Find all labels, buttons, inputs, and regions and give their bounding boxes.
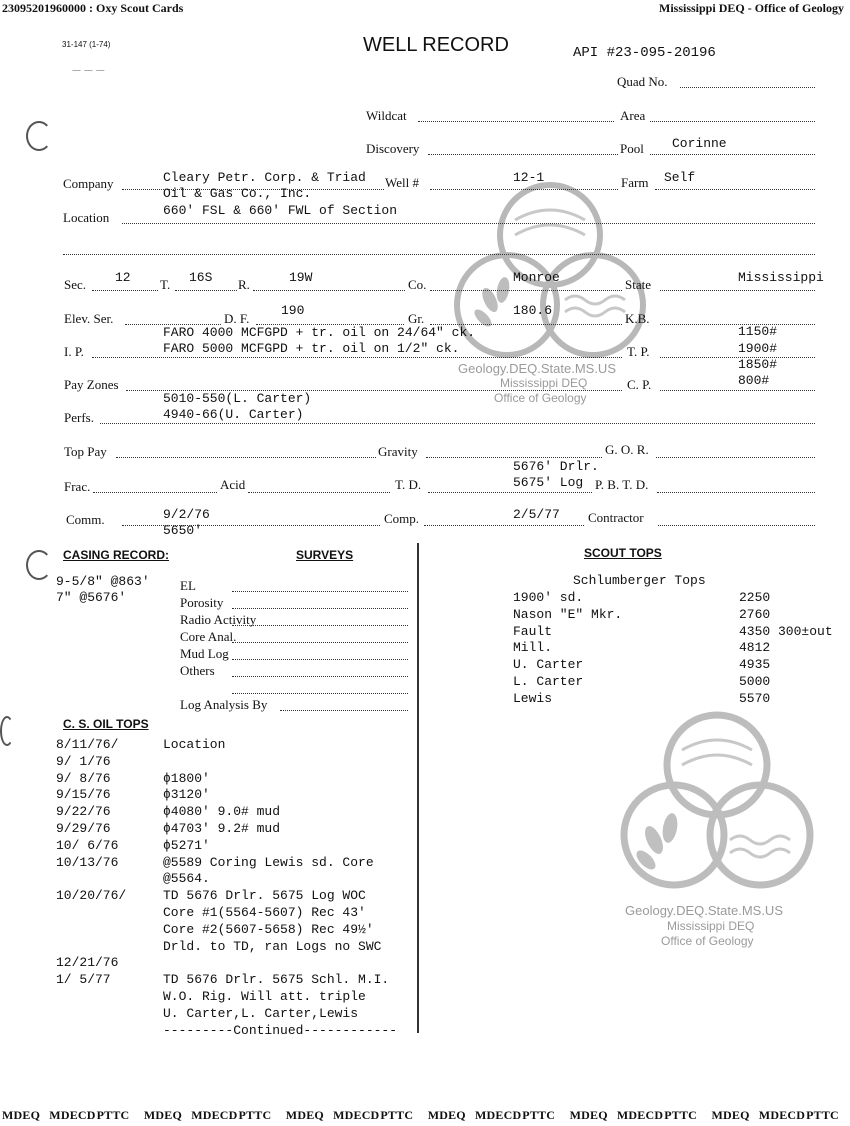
form-title: WELL RECORD [363,34,509,56]
rule [424,525,584,526]
column-divider [417,543,419,1033]
faint-marks: — — — [72,66,105,76]
label-quad-no: Quad No. [617,74,668,89]
value-t: 16S [189,270,213,285]
survey-item: Porosity [180,595,224,610]
value-location: 660' FSL & 660' FWL of Section [163,203,398,218]
label-comp: Comp. [384,511,420,526]
rule [122,223,815,224]
scout-top-name: Nason "E" Mkr. [513,606,623,622]
footer-item: MDECD [616,1108,664,1122]
oil-top-text: @5564. [163,871,210,887]
label-farm: Farm [621,175,649,190]
oil-top-date: 1/ 5/77 [56,972,111,988]
rule [116,457,376,458]
oil-top-date: 9/ 1/76 [56,753,111,769]
scout-top-name: Lewis [513,690,553,706]
scout-top-depth: 4935 [739,657,771,673]
label-elev: Elev. Ser. [64,311,114,326]
footer-item: MDECD [191,1108,238,1122]
header-right: Mississippi DEQ - Office of Geology [659,1,844,15]
label-pool: Pool [620,141,644,156]
oil-top-date: 9/22/76 [56,804,111,820]
value-tp-1: 1150# [738,324,778,339]
survey-item: Core Anal. [180,629,237,644]
label-cp: C. P. [627,377,652,392]
form-number: 31-147 (1-74) [62,40,111,49]
watermark-logo-2 [612,710,822,910]
value-df: 190 [281,303,305,318]
value-pool: Corinne [672,136,727,151]
oil-top-text: ---------Continued------------ [163,1022,398,1038]
value-gr: 180.6 [513,303,553,318]
label-r: R. [238,277,250,292]
footer-item: MDEQ [143,1108,183,1122]
scout-tops-subtitle: Schlumberger Tops [573,573,706,588]
survey-item: Others [180,663,215,678]
value-sec: 12 [115,270,131,285]
footer-item: PTTC [96,1108,130,1122]
label-df: D. F. [224,311,250,326]
scout-top-depth: 5000 [739,674,771,689]
rule [232,625,408,626]
survey-item: Log Analysis By [180,697,268,712]
rule [232,642,408,643]
watermark-text-2: Mississippi DEQ [500,376,588,390]
rule [232,608,408,609]
footer-item: MDEQ [711,1108,750,1122]
value-tp-2: 1900# [738,341,778,356]
label-ip: I. P. [64,344,84,359]
footer-item: MDECD [49,1108,96,1122]
oil-top-text: TD 5676 Drlr. 5675 Schl. M.I. [163,972,390,988]
oil-top-date: 9/29/76 [56,821,111,836]
rule [253,290,405,291]
oil-top-text: ϕ3120' [163,787,210,803]
footer-item: MDEQ [2,1108,41,1122]
value-comm: 9/2/76 [163,507,210,522]
scout-top-depth: 2250 [739,590,771,605]
punch-hole [26,121,52,151]
label-co: Co. [408,277,427,292]
oil-top-date: 9/15/76 [56,787,111,803]
scout-top-name: Fault [513,623,553,639]
rule [680,87,815,88]
value-company-1: Cleary Petr. Corp. & Triad [163,170,366,185]
oil-top-text: ϕ4080' 9.0# mud [163,804,281,820]
rule [248,492,390,493]
rule [122,525,380,526]
label-location: Location [63,210,110,225]
scout-top-name: Mill. [513,640,553,656]
footer-item: PTTC [380,1108,414,1122]
oil-top-text: Drld. to TD, ran Logs no SWC [163,938,382,954]
value-ip-2: FARO 5000 MCFGPD + tr. oil on 1/2" ck. [163,341,460,356]
footer-item: MDECD [758,1108,806,1122]
value-perfs: 4940-66(U. Carter) [163,407,304,422]
footer-item: MDEQ [569,1108,608,1122]
oil-top-text: ϕ5271' [163,837,210,853]
rule [650,154,815,155]
header-left: 23095201960000 : Oxy Scout Cards [2,1,184,15]
label-top-pay: Top Pay [64,444,107,459]
survey-item: Radio Activity [180,612,257,627]
rule [426,457,602,458]
label-kb: K.B. [625,311,650,326]
scout-tops-title: SCOUT TOPS [584,546,662,560]
label-frac: Frac. [64,479,91,494]
watermark-text-1b: Geology.DEQ.State.MS.US [625,903,783,918]
casing-line-2: 7" @5676' [56,590,127,605]
oil-top-date: 12/21/76 [56,955,119,971]
rule [92,357,622,358]
scout-top-depth: 4350 300±out [739,623,833,639]
rule [430,290,622,291]
value-state: Mississippi [738,270,824,285]
label-discovery: Discovery [366,141,420,156]
label-contractor: Contractor [588,510,644,525]
rule [63,254,815,255]
label-wildcat: Wildcat [366,108,407,123]
label-perfs: Perfs. [64,410,94,425]
oil-top-date: 8/11/76/ [56,737,119,752]
value-company-2: Oil & Gas Co., Inc. [163,186,312,201]
footer-item: MDECD [475,1108,522,1122]
label-pbtd: P. B. T. D. [595,477,649,492]
value-ip-1: FARO 4000 MCFGPD + tr. oil on 24/64" ck. [163,325,476,340]
footer-item: MDEQ [285,1108,324,1122]
scout-top-name: U. Carter [513,657,584,673]
oil-top-text: W.O. Rig. Will att. triple [163,989,366,1004]
oil-tops-title: C. S. OIL TOPS [63,717,149,731]
label-gravity: Gravity [378,444,418,459]
rule [232,693,408,694]
casing-record-title: CASING RECORD: [63,548,170,562]
footer-item: PTTC [664,1108,697,1122]
rule [657,492,815,493]
label-sec: Sec. [64,277,87,292]
oil-top-date: 9/ 8/76 [56,770,111,786]
oil-top-text: @5589 Coring Lewis sd. Core [163,854,374,870]
value-county: Monroe [513,270,560,285]
rule [232,659,408,660]
value-r: 19W [289,270,313,285]
rule [428,154,618,155]
rule [656,457,815,458]
label-comm: Comm. [66,512,105,527]
label-area: Area [620,108,646,123]
watermark-text-3b: Office of Geology [661,934,754,948]
value-comp: 2/5/77 [513,507,560,522]
rule [655,189,815,190]
watermark-text-1: Geology.DEQ.State.MS.US [458,361,616,376]
oil-top-date: 10/20/76/ [56,888,127,904]
value-comm-sub: 5650' [163,523,203,538]
oil-top-text: U. Carter,L. Carter,Lewis [163,1005,359,1021]
rule [232,591,408,592]
scout-top-depth: 4812 [739,640,771,656]
rule [660,290,815,291]
footer-item: PTTC [806,1108,839,1122]
watermark-logo [445,180,655,390]
oil-top-text: TD 5676 Drlr. 5675 Log WOC [163,888,366,904]
api-number: API #23-095-20196 [573,45,716,61]
casing-line-1: 9-5/8" @863' [56,574,150,589]
rule [660,390,815,391]
value-tp-3: 1850# [738,357,778,372]
label-t: T. [160,277,171,292]
scout-top-depth: 5570 [739,690,771,706]
rule [280,710,408,711]
rule [232,676,408,677]
label-td: T. D. [395,477,422,492]
oil-top-date: 10/ 6/76 [56,837,119,853]
survey-item: Mud Log [180,646,229,661]
footer-item: MDECD [333,1108,380,1122]
rule [428,492,592,493]
watermark-text-2b: Mississippi DEQ [667,919,755,933]
label-company: Company [63,176,114,191]
label-tp: T. P. [627,344,650,359]
label-gr: Gr. [408,311,425,326]
oil-top-text: ϕ4703' 9.2# mud [163,821,281,836]
oil-top-text: Core #2(5607-5658) Rec 49½' [163,921,374,937]
rule [658,525,815,526]
value-pay-zone: 5010-550(L. Carter) [163,391,312,406]
footer-item: MDEQ [427,1108,466,1122]
value-cp: 800# [738,373,770,388]
value-farm: Self [664,170,696,185]
value-well: 12-1 [513,170,545,185]
oil-top-text: Core #1(5564-5607) Rec 43' [163,905,366,920]
rule [430,189,618,190]
label-acid: Acid [220,477,246,492]
value-td-2: 5675' Log [513,475,584,490]
oil-top-date: 10/13/76 [56,854,119,870]
label-pay-zones: Pay Zones [64,377,119,392]
scout-top-name: L. Carter [513,674,584,689]
rule [175,290,237,291]
surveys-title: SURVEYS [296,548,354,562]
label-gor: G. O. R. [605,442,649,457]
punch-hole [26,550,52,580]
rule [418,121,614,122]
label-state: State [625,277,651,292]
oil-top-text: ϕ1800' [163,770,210,786]
value-td-1: 5676' Drlr. [513,459,599,474]
rule [650,121,815,122]
rule [100,423,815,424]
footer-item: PTTC [522,1108,556,1122]
scout-top-name: 1900' sd. [513,590,584,605]
footer-item: PTTC [238,1108,272,1122]
survey-item: EL [180,578,196,593]
label-well: Well # [385,175,419,190]
scout-top-depth: 2760 [739,606,771,622]
watermark-text-3: Office of Geology [494,391,587,405]
rule [92,290,158,291]
punch-hole [0,716,14,746]
oil-top-text: Location [163,737,226,752]
rule [93,492,217,493]
